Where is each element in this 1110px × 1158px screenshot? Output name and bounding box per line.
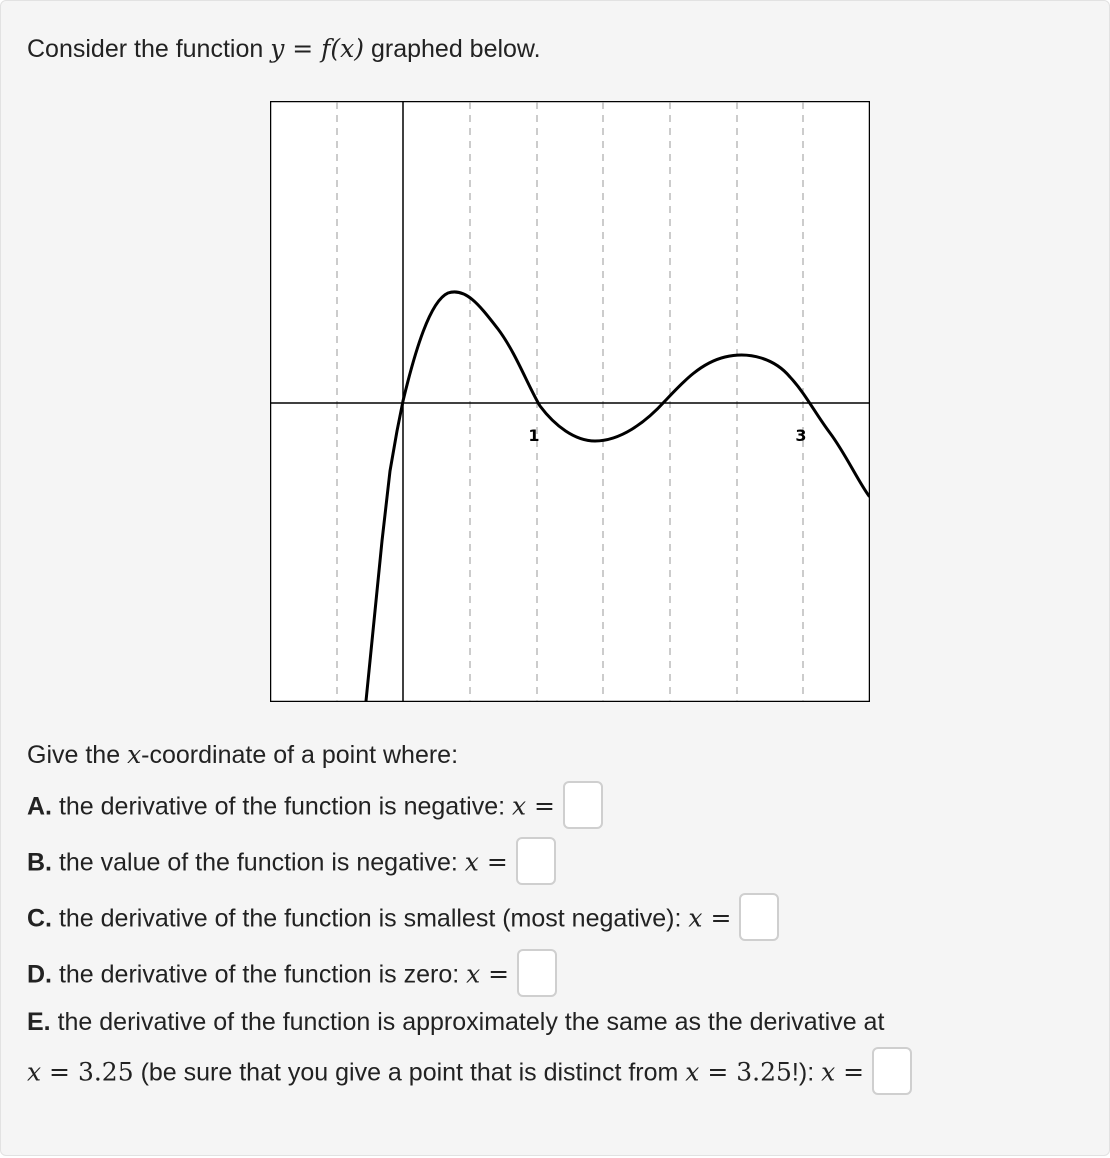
tick-label-1: 1 — [528, 426, 540, 445]
math-fx: f(x) — [321, 34, 365, 63]
intro-text: Consider the function y = f(x) graphed below. — [27, 34, 541, 63]
answer-input-c[interactable] — [739, 893, 779, 941]
question-b: B. the value of the function is negative: x = — [27, 843, 556, 885]
question-e-letter: E. — [27, 1008, 51, 1036]
question-e-line1: E. the derivative of the function is approximately the same as the derivative at — [27, 1008, 885, 1036]
question-b-letter: B. — [27, 848, 52, 877]
question-e-line2: x = 3.25 (be sure that you give a point that is distinct from x = 3.25!): x = — [27, 1053, 912, 1095]
question-c: C. the derivative of the function is smallest (most negative): x = — [27, 899, 779, 941]
answer-input-e[interactable] — [872, 1047, 912, 1095]
function-graph — [270, 101, 870, 702]
question-a-letter: A. — [27, 792, 52, 821]
answer-input-a[interactable] — [563, 781, 603, 829]
tick-label-3: 3 — [795, 426, 807, 445]
math-y: y — [270, 34, 285, 63]
prompt-line: Give the x-coordinate of a point where: — [27, 740, 459, 769]
answer-input-d[interactable] — [517, 949, 557, 997]
question-d-letter: D. — [27, 960, 52, 989]
question-a: A. the derivative of the function is negative: x = — [27, 787, 603, 829]
question-d: D. the derivative of the function is zero: x = — [27, 955, 557, 997]
question-c-letter: C. — [27, 904, 52, 933]
answer-input-b[interactable] — [516, 837, 556, 885]
